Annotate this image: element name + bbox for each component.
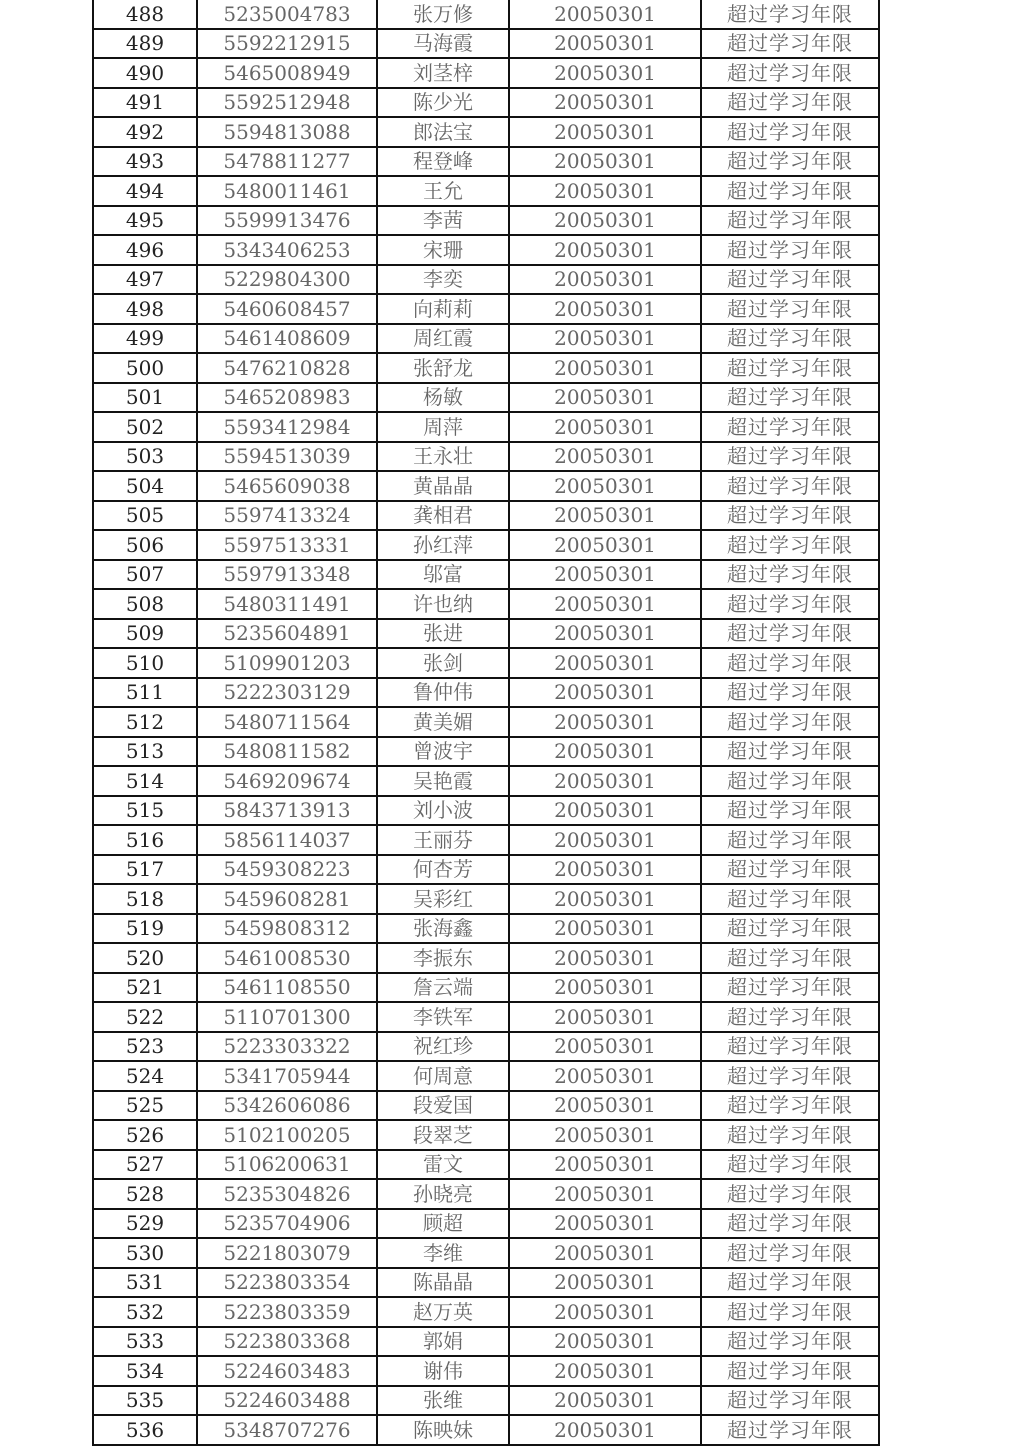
student-name-cell: 黄晶晶: [377, 471, 509, 501]
row-number-cell: 510: [93, 648, 197, 678]
row-number-cell: 496: [93, 235, 197, 265]
student-id-cell: 5480811582: [197, 737, 377, 767]
date-cell: 20050301: [509, 619, 701, 649]
student-name-cell: 龚相君: [377, 501, 509, 531]
row-number-cell: 532: [93, 1297, 197, 1327]
date-cell: 20050301: [509, 796, 701, 826]
student-id-cell: 5480711564: [197, 707, 377, 737]
student-id-cell: 5594513039: [197, 442, 377, 472]
row-number-cell: 502: [93, 412, 197, 442]
student-name-cell: 陈晶晶: [377, 1268, 509, 1298]
row-number-cell: 534: [93, 1356, 197, 1386]
student-id-cell: 5480011461: [197, 176, 377, 206]
date-cell: 20050301: [509, 855, 701, 885]
student-name-cell: 曾波宇: [377, 737, 509, 767]
student-name-cell: 刘小波: [377, 796, 509, 826]
date-cell: 20050301: [509, 560, 701, 590]
table-row: [93, 383, 879, 413]
student-name-cell: 吴彩红: [377, 884, 509, 914]
row-number-cell: 498: [93, 294, 197, 324]
student-id-cell: 5109901203: [197, 648, 377, 678]
student-name-cell: 何周意: [377, 1061, 509, 1091]
reason-cell: 超过学习年限: [701, 796, 879, 826]
student-id-cell: 5224603483: [197, 1356, 377, 1386]
date-cell: 20050301: [509, 58, 701, 88]
reason-cell: 超过学习年限: [701, 29, 879, 59]
student-name-cell: 张剑: [377, 648, 509, 678]
student-name-cell: 郎法宝: [377, 117, 509, 147]
row-number-cell: 499: [93, 324, 197, 354]
table-row: [93, 796, 879, 826]
student-id-cell: 5223803359: [197, 1297, 377, 1327]
reason-cell: 超过学习年限: [701, 0, 879, 29]
row-number-cell: 531: [93, 1268, 197, 1298]
student-id-cell: 5223303322: [197, 1032, 377, 1062]
reason-cell: 超过学习年限: [701, 235, 879, 265]
reason-cell: 超过学习年限: [701, 147, 879, 177]
table-row: [93, 855, 879, 885]
date-cell: 20050301: [509, 1386, 701, 1416]
date-cell: 20050301: [509, 1120, 701, 1150]
student-id-cell: 5461108550: [197, 973, 377, 1003]
reason-cell: 超过学习年限: [701, 117, 879, 147]
table-row: [93, 324, 879, 354]
student-name-cell: 马海霞: [377, 29, 509, 59]
table-row: [93, 471, 879, 501]
reason-cell: 超过学习年限: [701, 1120, 879, 1150]
reason-cell: 超过学习年限: [701, 383, 879, 413]
student-id-cell: 5593412984: [197, 412, 377, 442]
student-id-cell: 5235704906: [197, 1209, 377, 1239]
table-row: [93, 58, 879, 88]
table-row: [93, 1356, 879, 1386]
row-number-cell: 518: [93, 884, 197, 914]
student-name-cell: 黄美媚: [377, 707, 509, 737]
date-cell: 20050301: [509, 412, 701, 442]
reason-cell: 超过学习年限: [701, 530, 879, 560]
student-id-cell: 5480311491: [197, 589, 377, 619]
student-id-cell: 5235604891: [197, 619, 377, 649]
student-name-cell: 周萍: [377, 412, 509, 442]
student-id-cell: 5102100205: [197, 1120, 377, 1150]
table-row: [93, 442, 879, 472]
table-row: [93, 766, 879, 796]
student-name-cell: 谢伟: [377, 1356, 509, 1386]
reason-cell: 超过学习年限: [701, 855, 879, 885]
student-name-cell: 陈少光: [377, 88, 509, 118]
table-row: [93, 1032, 879, 1062]
student-name-cell: 李维: [377, 1238, 509, 1268]
date-cell: 20050301: [509, 1297, 701, 1327]
table-row: [93, 1061, 879, 1091]
student-name-cell: 赵万英: [377, 1297, 509, 1327]
table-row: [93, 294, 879, 324]
date-cell: 20050301: [509, 766, 701, 796]
table-row: [93, 1386, 879, 1416]
date-cell: 20050301: [509, 884, 701, 914]
student-id-cell: 5597513331: [197, 530, 377, 560]
reason-cell: 超过学习年限: [701, 1179, 879, 1209]
table-row: [93, 176, 879, 206]
student-id-cell: 5348707276: [197, 1415, 377, 1445]
reason-cell: 超过学习年限: [701, 1268, 879, 1298]
student-id-cell: 5461008530: [197, 943, 377, 973]
row-number-cell: 524: [93, 1061, 197, 1091]
table-row: [93, 884, 879, 914]
student-id-cell: 5594813088: [197, 117, 377, 147]
student-id-cell: 5465008949: [197, 58, 377, 88]
date-cell: 20050301: [509, 943, 701, 973]
student-id-cell: 5460608457: [197, 294, 377, 324]
row-number-cell: 533: [93, 1327, 197, 1357]
row-number-cell: 489: [93, 29, 197, 59]
student-id-cell: 5229804300: [197, 265, 377, 295]
student-name-cell: 吴艳霞: [377, 766, 509, 796]
row-number-cell: 515: [93, 796, 197, 826]
table-row: [93, 1209, 879, 1239]
reason-cell: 超过学习年限: [701, 265, 879, 295]
row-number-cell: 505: [93, 501, 197, 531]
reason-cell: 超过学习年限: [701, 619, 879, 649]
student-id-cell: 5469209674: [197, 766, 377, 796]
reason-cell: 超过学习年限: [701, 176, 879, 206]
table-row: [93, 619, 879, 649]
reason-cell: 超过学习年限: [701, 58, 879, 88]
student-id-cell: 5597413324: [197, 501, 377, 531]
table-row: [93, 678, 879, 708]
reason-cell: 超过学习年限: [701, 1415, 879, 1445]
row-number-cell: 535: [93, 1386, 197, 1416]
student-name-cell: 杨敏: [377, 383, 509, 413]
date-cell: 20050301: [509, 1061, 701, 1091]
student-name-cell: 程登峰: [377, 147, 509, 177]
student-name-cell: 詹云端: [377, 973, 509, 1003]
student-name-cell: 雷文: [377, 1150, 509, 1180]
date-cell: 20050301: [509, 737, 701, 767]
row-number-cell: 521: [93, 973, 197, 1003]
row-number-cell: 500: [93, 353, 197, 383]
date-cell: 20050301: [509, 442, 701, 472]
student-name-cell: 李奕: [377, 265, 509, 295]
student-name-cell: 鲁仲伟: [377, 678, 509, 708]
student-name-cell: 邬富: [377, 560, 509, 590]
reason-cell: 超过学习年限: [701, 1386, 879, 1416]
reason-cell: 超过学习年限: [701, 678, 879, 708]
student-id-cell: 5592212915: [197, 29, 377, 59]
date-cell: 20050301: [509, 825, 701, 855]
date-cell: 20050301: [509, 88, 701, 118]
reason-cell: 超过学习年限: [701, 206, 879, 236]
reason-cell: 超过学习年限: [701, 1356, 879, 1386]
table-row: [93, 648, 879, 678]
row-number-cell: 497: [93, 265, 197, 295]
student-id-cell: 5221803079: [197, 1238, 377, 1268]
student-id-cell: 5592512948: [197, 88, 377, 118]
row-number-cell: 517: [93, 855, 197, 885]
row-number-cell: 495: [93, 206, 197, 236]
date-cell: 20050301: [509, 324, 701, 354]
reason-cell: 超过学习年限: [701, 1032, 879, 1062]
student-id-cell: 5106200631: [197, 1150, 377, 1180]
student-id-cell: 5459308223: [197, 855, 377, 885]
student-id-cell: 5478811277: [197, 147, 377, 177]
date-cell: 20050301: [509, 501, 701, 531]
table-row: [93, 1238, 879, 1268]
row-number-cell: 514: [93, 766, 197, 796]
student-name-cell: 许也纳: [377, 589, 509, 619]
table-row: [93, 88, 879, 118]
table-row: [93, 1091, 879, 1121]
reason-cell: 超过学习年限: [701, 825, 879, 855]
table-row: [93, 1120, 879, 1150]
row-number-cell: 490: [93, 58, 197, 88]
student-id-cell: 5223803368: [197, 1327, 377, 1357]
reason-cell: 超过学习年限: [701, 1002, 879, 1032]
student-name-cell: 孙红萍: [377, 530, 509, 560]
date-cell: 20050301: [509, 707, 701, 737]
row-number-cell: 520: [93, 943, 197, 973]
row-number-cell: 522: [93, 1002, 197, 1032]
date-cell: 20050301: [509, 265, 701, 295]
date-cell: 20050301: [509, 206, 701, 236]
reason-cell: 超过学习年限: [701, 294, 879, 324]
row-number-cell: 509: [93, 619, 197, 649]
student-name-cell: 王允: [377, 176, 509, 206]
student-name-cell: 顾超: [377, 1209, 509, 1239]
date-cell: 20050301: [509, 471, 701, 501]
student-id-cell: 5222303129: [197, 678, 377, 708]
date-cell: 20050301: [509, 29, 701, 59]
date-cell: 20050301: [509, 1179, 701, 1209]
reason-cell: 超过学习年限: [701, 707, 879, 737]
student-id-cell: 5599913476: [197, 206, 377, 236]
row-number-cell: 503: [93, 442, 197, 472]
reason-cell: 超过学习年限: [701, 1091, 879, 1121]
student-name-cell: 向莉莉: [377, 294, 509, 324]
reason-cell: 超过学习年限: [701, 560, 879, 590]
row-number-cell: 513: [93, 737, 197, 767]
table-row: [93, 206, 879, 236]
row-number-cell: 526: [93, 1120, 197, 1150]
student-id-cell: 5597913348: [197, 560, 377, 590]
student-name-cell: 郭娟: [377, 1327, 509, 1357]
student-id-cell: 5476210828: [197, 353, 377, 383]
table-row: [93, 1002, 879, 1032]
student-id-cell: 5235004783: [197, 0, 377, 29]
student-record-table: [92, 0, 880, 1446]
row-number-cell: 511: [93, 678, 197, 708]
date-cell: 20050301: [509, 1415, 701, 1445]
date-cell: 20050301: [509, 1327, 701, 1357]
table-row: [93, 1415, 879, 1445]
reason-cell: 超过学习年限: [701, 737, 879, 767]
date-cell: 20050301: [509, 0, 701, 29]
table-row: [93, 1150, 879, 1180]
reason-cell: 超过学习年限: [701, 884, 879, 914]
row-number-cell: 516: [93, 825, 197, 855]
date-cell: 20050301: [509, 589, 701, 619]
student-name-cell: 孙晓亮: [377, 1179, 509, 1209]
row-number-cell: 527: [93, 1150, 197, 1180]
student-name-cell: 李铁军: [377, 1002, 509, 1032]
date-cell: 20050301: [509, 1356, 701, 1386]
reason-cell: 超过学习年限: [701, 1150, 879, 1180]
date-cell: 20050301: [509, 235, 701, 265]
date-cell: 20050301: [509, 1209, 701, 1239]
table-row: [93, 1297, 879, 1327]
table-row: [93, 1327, 879, 1357]
student-name-cell: 周红霞: [377, 324, 509, 354]
table-body: [93, 0, 879, 1445]
table-row: [93, 117, 879, 147]
student-name-cell: 李振东: [377, 943, 509, 973]
date-cell: 20050301: [509, 914, 701, 944]
row-number-cell: 492: [93, 117, 197, 147]
reason-cell: 超过学习年限: [701, 1297, 879, 1327]
table-row: [93, 501, 879, 531]
date-cell: 20050301: [509, 353, 701, 383]
student-name-cell: 王丽芬: [377, 825, 509, 855]
reason-cell: 超过学习年限: [701, 501, 879, 531]
row-number-cell: 488: [93, 0, 197, 29]
student-id-cell: 5461408609: [197, 324, 377, 354]
student-name-cell: 李茜: [377, 206, 509, 236]
reason-cell: 超过学习年限: [701, 1327, 879, 1357]
date-cell: 20050301: [509, 294, 701, 324]
table-row: [93, 530, 879, 560]
reason-cell: 超过学习年限: [701, 1209, 879, 1239]
reason-cell: 超过学习年限: [701, 88, 879, 118]
row-number-cell: 529: [93, 1209, 197, 1239]
row-number-cell: 504: [93, 471, 197, 501]
table-row: [93, 707, 879, 737]
row-number-cell: 528: [93, 1179, 197, 1209]
date-cell: 20050301: [509, 1150, 701, 1180]
row-number-cell: 506: [93, 530, 197, 560]
student-id-cell: 5843713913: [197, 796, 377, 826]
student-id-cell: 5341705944: [197, 1061, 377, 1091]
date-cell: 20050301: [509, 1002, 701, 1032]
student-id-cell: 5224603488: [197, 1386, 377, 1416]
reason-cell: 超过学习年限: [701, 589, 879, 619]
student-id-cell: 5465208983: [197, 383, 377, 413]
table-row: [93, 0, 879, 29]
table-row: [93, 560, 879, 590]
student-name-cell: 张进: [377, 619, 509, 649]
date-cell: 20050301: [509, 176, 701, 206]
table-row: [93, 589, 879, 619]
table-row: [93, 1179, 879, 1209]
date-cell: 20050301: [509, 1032, 701, 1062]
student-name-cell: 张维: [377, 1386, 509, 1416]
date-cell: 20050301: [509, 1268, 701, 1298]
row-number-cell: 536: [93, 1415, 197, 1445]
student-id-cell: 5223803354: [197, 1268, 377, 1298]
reason-cell: 超过学习年限: [701, 973, 879, 1003]
table-row: [93, 147, 879, 177]
table-row: [93, 943, 879, 973]
reason-cell: 超过学习年限: [701, 943, 879, 973]
reason-cell: 超过学习年限: [701, 412, 879, 442]
student-name-cell: 王永壮: [377, 442, 509, 472]
table-row: [93, 412, 879, 442]
table-row: [93, 1268, 879, 1298]
date-cell: 20050301: [509, 117, 701, 147]
date-cell: 20050301: [509, 530, 701, 560]
date-cell: 20050301: [509, 147, 701, 177]
row-number-cell: 508: [93, 589, 197, 619]
reason-cell: 超过学习年限: [701, 324, 879, 354]
student-name-cell: 段翠芝: [377, 1120, 509, 1150]
student-name-cell: 张舒龙: [377, 353, 509, 383]
table-row: [93, 737, 879, 767]
reason-cell: 超过学习年限: [701, 914, 879, 944]
row-number-cell: 523: [93, 1032, 197, 1062]
student-name-cell: 张万修: [377, 0, 509, 29]
student-id-cell: 5343406253: [197, 235, 377, 265]
student-id-cell: 5465609038: [197, 471, 377, 501]
row-number-cell: 519: [93, 914, 197, 944]
table-row: [93, 353, 879, 383]
table-row: [93, 825, 879, 855]
reason-cell: 超过学习年限: [701, 471, 879, 501]
row-number-cell: 525: [93, 1091, 197, 1121]
table-row: [93, 914, 879, 944]
table-row: [93, 235, 879, 265]
student-id-cell: 5235304826: [197, 1179, 377, 1209]
student-name-cell: 段爱国: [377, 1091, 509, 1121]
row-number-cell: 512: [93, 707, 197, 737]
date-cell: 20050301: [509, 1238, 701, 1268]
student-name-cell: 刘茎梓: [377, 58, 509, 88]
date-cell: 20050301: [509, 973, 701, 1003]
student-id-cell: 5110701300: [197, 1002, 377, 1032]
reason-cell: 超过学习年限: [701, 1238, 879, 1268]
student-name-cell: 张海鑫: [377, 914, 509, 944]
date-cell: 20050301: [509, 648, 701, 678]
row-number-cell: 501: [93, 383, 197, 413]
row-number-cell: 494: [93, 176, 197, 206]
student-id-cell: 5856114037: [197, 825, 377, 855]
date-cell: 20050301: [509, 678, 701, 708]
reason-cell: 超过学习年限: [701, 1061, 879, 1091]
reason-cell: 超过学习年限: [701, 766, 879, 796]
row-number-cell: 530: [93, 1238, 197, 1268]
row-number-cell: 507: [93, 560, 197, 590]
student-id-cell: 5342606086: [197, 1091, 377, 1121]
student-name-cell: 何杏芳: [377, 855, 509, 885]
date-cell: 20050301: [509, 383, 701, 413]
reason-cell: 超过学习年限: [701, 648, 879, 678]
date-cell: 20050301: [509, 1091, 701, 1121]
table-row: [93, 973, 879, 1003]
student-name-cell: 祝红珍: [377, 1032, 509, 1062]
reason-cell: 超过学习年限: [701, 442, 879, 472]
student-id-cell: 5459808312: [197, 914, 377, 944]
student-name-cell: 宋珊: [377, 235, 509, 265]
table-row: [93, 29, 879, 59]
student-id-cell: 5459608281: [197, 884, 377, 914]
row-number-cell: 491: [93, 88, 197, 118]
student-name-cell: 陈映妹: [377, 1415, 509, 1445]
row-number-cell: 493: [93, 147, 197, 177]
table-row: [93, 265, 879, 295]
reason-cell: 超过学习年限: [701, 353, 879, 383]
